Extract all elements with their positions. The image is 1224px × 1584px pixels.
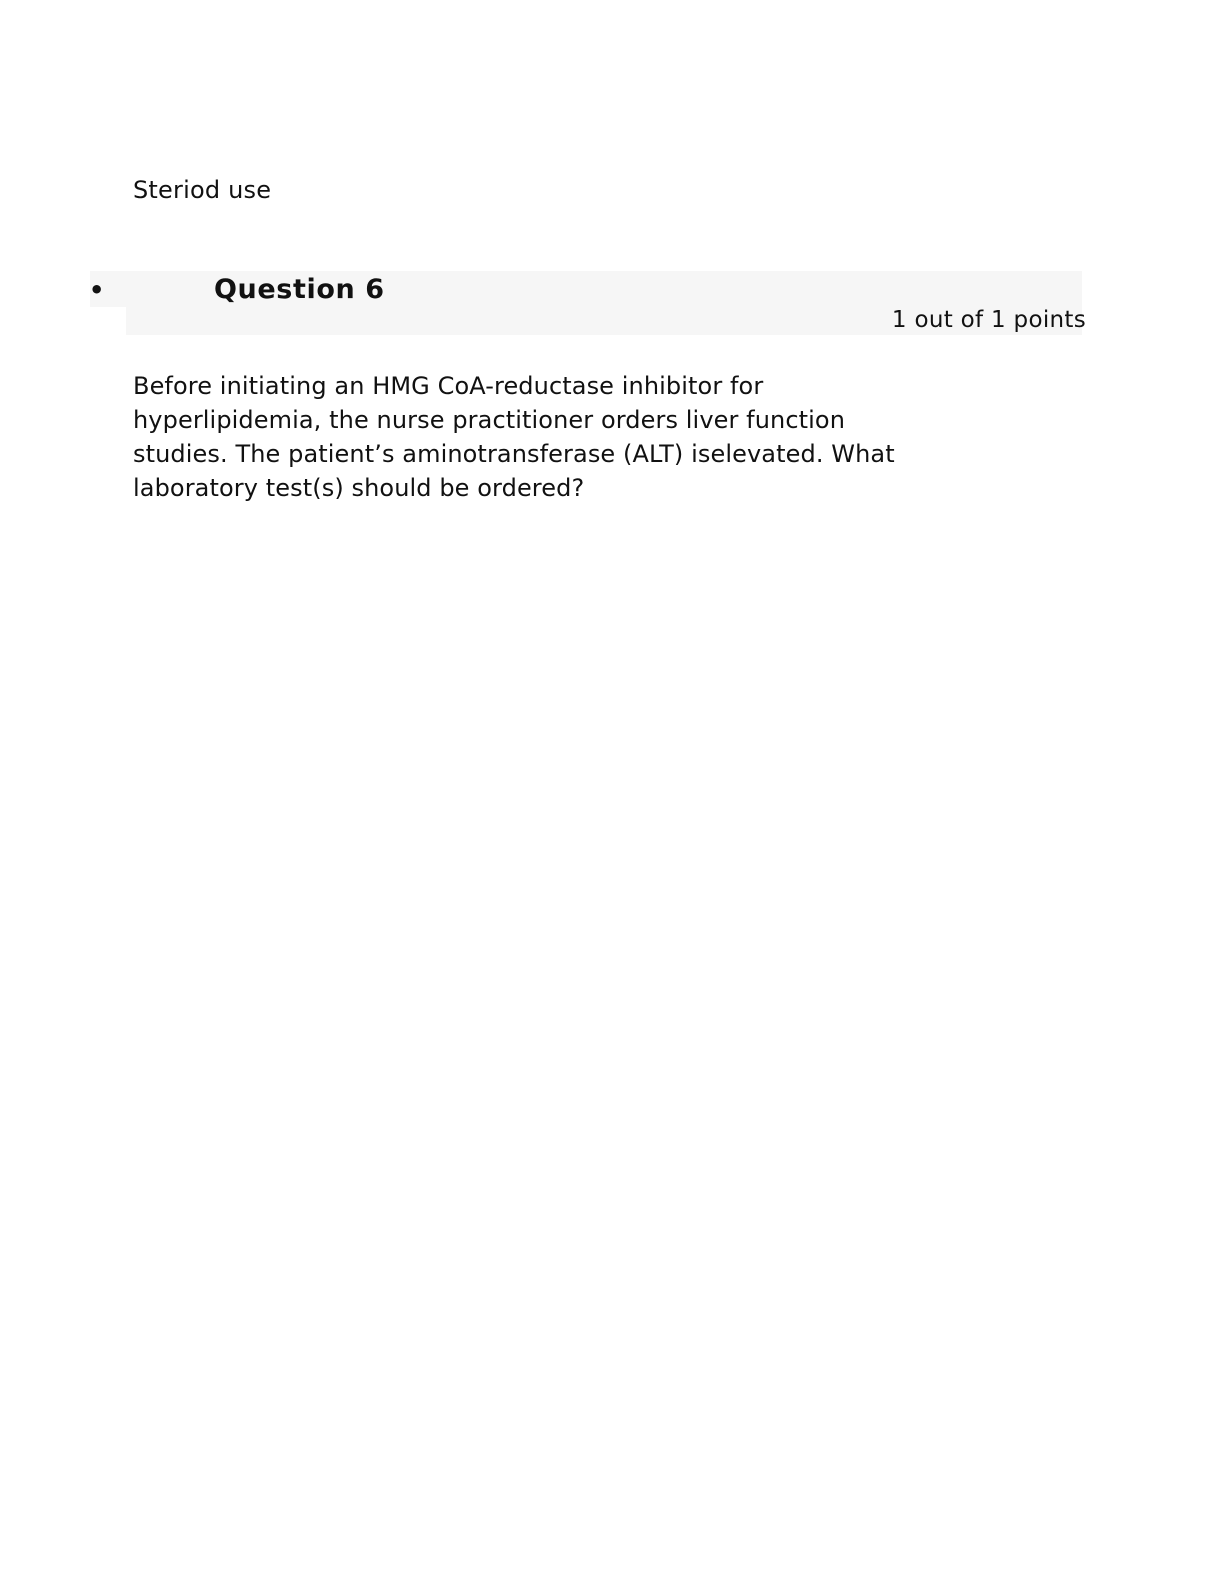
question-bullet: • <box>89 276 105 304</box>
previous-answer-text: Steriod use <box>133 176 272 204</box>
question-title: Question 6 <box>214 274 385 305</box>
question-body-line: studies. The patient’s aminotransferase (ALT) iselevated. What <box>133 440 895 468</box>
question-body-line: laboratory test(s) should be ordered? <box>133 474 585 502</box>
question-body-line: Before initiating an HMG CoA-reductase inhibitor for <box>133 372 764 400</box>
question-points: 1 out of 1 points <box>891 307 1086 333</box>
question-body <box>133 369 933 505</box>
question-body-line: hyperlipidemia, the nurse practitioner orders liver function <box>133 406 846 434</box>
